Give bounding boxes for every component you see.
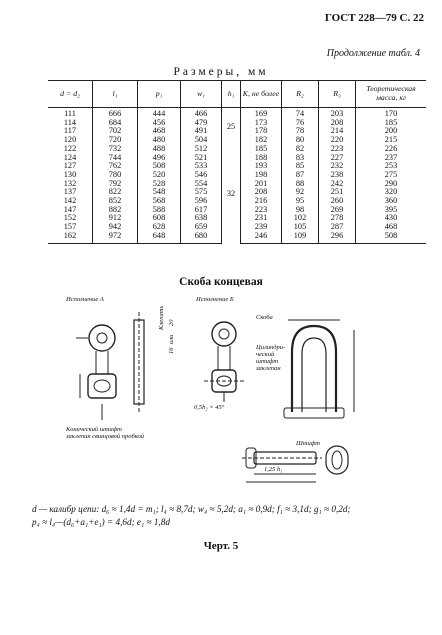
table-cell: 480 [138, 136, 181, 145]
table-cell: 87 [282, 171, 319, 180]
table-cell: 648 [138, 232, 181, 243]
table-cell: 74 [282, 108, 319, 119]
table-cell: 521 [181, 154, 222, 163]
table-cell: 223 [241, 206, 282, 215]
table-cell: 972 [93, 232, 138, 243]
table-cell: 216 [241, 197, 282, 206]
table-cell: 220 [319, 136, 356, 145]
table-cell: 942 [93, 223, 138, 232]
table-cell: 137 [48, 188, 93, 197]
table-cell: 732 [93, 145, 138, 154]
table-cell: 237 [384, 152, 398, 162]
label-chamfer: 0,5h₂ × 45° [194, 404, 225, 411]
table-cell: 95 [282, 197, 319, 206]
table-cell: 546 [181, 171, 222, 180]
table-cell: 208 [319, 119, 356, 128]
column-header: Теоретическая масса, кг [356, 81, 427, 108]
h1-group-cell: 25 [222, 108, 241, 145]
table-row [48, 145, 426, 154]
table-cell: 430 [384, 213, 398, 223]
table-cell: 588 [138, 206, 181, 215]
table-cell: 260 [319, 197, 356, 206]
column-header: d = d₂ [48, 81, 93, 108]
table-cell: 617 [181, 206, 222, 215]
table-body [48, 108, 426, 244]
label-dim-16: 16 [168, 347, 175, 354]
table-cell: 162 [48, 232, 93, 243]
table-cell: 444 [138, 108, 181, 119]
table-cell: 232 [319, 162, 356, 171]
table-cell: 520 [138, 171, 181, 180]
table-cell: 83 [282, 154, 319, 163]
table-cell: 173 [241, 119, 282, 128]
table-cell: 638 [181, 214, 222, 223]
table-cell: 76 [282, 119, 319, 128]
table-cell: 92 [282, 188, 319, 197]
table-cell: 290 [384, 178, 398, 188]
table-cell: 120 [48, 136, 93, 145]
table-continuation-note: Продолжение табл. 4 [326, 48, 420, 59]
table-cell: 608 [138, 214, 181, 223]
table-cell: 496 [138, 154, 181, 163]
formula-line-2: p₄ ≈ l₄—(d₆+a₁+e₁) = 4,6d; e₁ ≈ 1,8d [32, 517, 170, 527]
label-execution-a: Исполнение А [66, 296, 104, 303]
table-cell: 659 [181, 223, 222, 232]
table-cell: 114 [48, 119, 93, 128]
table-cell: 504 [181, 136, 222, 145]
column-header: l₁ [93, 81, 138, 108]
table-cell: 468 [138, 127, 181, 136]
table-cell: 912 [93, 214, 138, 223]
table-cell: 182 [241, 136, 282, 145]
label-klepat: Клепать [158, 305, 165, 330]
table-cell: 203 [319, 108, 356, 119]
table-cell: 792 [93, 180, 138, 189]
table-cell: 170 [384, 109, 398, 118]
table-cell: 468 [384, 222, 398, 232]
label-ili: или [168, 334, 175, 344]
label-dim-1-25: 1,25 h₁ [264, 466, 283, 473]
table-cell: 85 [282, 162, 319, 171]
section-title: Скоба концевая [179, 276, 263, 288]
table-cell: 102 [282, 214, 319, 223]
table-cell: 278 [319, 214, 356, 223]
table-cell: 680 [181, 232, 222, 243]
table-cell: 185 [241, 145, 282, 154]
table-cell: 762 [93, 162, 138, 171]
table-cell: 105 [282, 223, 319, 232]
figure-caption: Черт. 5 [203, 540, 239, 552]
table-cell: 215 [384, 135, 398, 145]
table-cell: 479 [181, 119, 222, 128]
table-cell: 208 [241, 188, 282, 197]
table-cell: 188 [241, 154, 282, 163]
formula-line-1: d — калибр цепи: d₆ ≈ 1,4d = m₁; l₄ ≈ 8,7d; w₄ ≈ 5,2d; a₁ ≈ 0,9d; f₁ ≈ 3,1d; g₁ ≈ 0,2d; [32, 504, 351, 514]
column-header: p₁ [138, 81, 181, 108]
table-cell: 117 [48, 127, 93, 136]
table-cell: 142 [48, 197, 93, 206]
label-shtift: Штифт [296, 440, 320, 447]
table-cell: 744 [93, 154, 138, 163]
dimensions-table [48, 80, 426, 244]
table-cell: 568 [138, 197, 181, 206]
table-cell: 198 [241, 171, 282, 180]
table-cell: 124 [48, 154, 93, 163]
table-cell: 548 [138, 188, 181, 197]
table-cell: 238 [319, 171, 356, 180]
table-cell: 395 [384, 204, 398, 214]
label-skoba: Скоба [256, 314, 273, 321]
table-cell: 684 [93, 119, 138, 128]
label-conic-pin: Конический штифт заклепан свинцовой пробкой [66, 426, 145, 440]
label-dim-20: 20 [168, 319, 175, 326]
column-header: w₁ [181, 81, 222, 108]
table-row [48, 108, 426, 119]
table-cell: 269 [319, 206, 356, 215]
table-caption: Размеры, мм [173, 66, 269, 78]
table-cell: 360 [384, 196, 398, 206]
label-cylinder-pin: Цилиндри-ческий штифт заклепан [256, 344, 286, 372]
table-cell: 251 [319, 188, 356, 197]
table-cell: 201 [241, 180, 282, 189]
table-cell: 111 [48, 108, 93, 119]
table-cell: 882 [93, 206, 138, 215]
table-cell: 287 [319, 223, 356, 232]
table-cell: 554 [181, 180, 222, 189]
table-cell: 82 [282, 145, 319, 154]
table-cell: 157 [48, 223, 93, 232]
label-execution-b: Исполнение Б [196, 296, 234, 303]
column-header: R₃ [319, 81, 356, 108]
table-cell: 512 [181, 145, 222, 154]
table-cell: 122 [48, 145, 93, 154]
table-cell: 227 [319, 154, 356, 163]
table-cell: 78 [282, 127, 319, 136]
table-header-row [48, 81, 426, 108]
table-cell: 253 [384, 161, 398, 171]
table-cell: 193 [241, 162, 282, 171]
table-cell: 320 [384, 187, 398, 197]
column-header: K, не более [241, 81, 282, 108]
table-cell: 80 [282, 136, 319, 145]
h1-group-cell: 32 [222, 145, 241, 243]
table-cell: 226 [384, 143, 398, 153]
table-cell: 246 [241, 232, 282, 243]
table-cell: 185 [384, 117, 398, 127]
column-header: h₁ [222, 81, 241, 108]
table-cell: 822 [93, 188, 138, 197]
table-cell: 508 [138, 162, 181, 171]
table-cell: 491 [181, 127, 222, 136]
table-cell: 533 [181, 162, 222, 171]
drawing-lines [66, 292, 396, 488]
table-cell: 109 [282, 232, 319, 243]
table-cell: 239 [241, 223, 282, 232]
table-cell: 628 [138, 223, 181, 232]
table-cell: 223 [319, 145, 356, 154]
table-cell: 88 [282, 180, 319, 189]
table-cell: 702 [93, 127, 138, 136]
technical-drawing [66, 292, 396, 488]
table-cell: 720 [93, 136, 138, 145]
table-cell: 231 [241, 214, 282, 223]
table-cell: 169 [241, 108, 282, 119]
table-cell: 214 [319, 127, 356, 136]
table-cell: 242 [319, 180, 356, 189]
table-cell: 852 [93, 197, 138, 206]
table-cell: 296 [319, 232, 356, 243]
table-cell: 178 [241, 127, 282, 136]
table-cell: 780 [93, 171, 138, 180]
table-cell: 152 [48, 214, 93, 223]
table-cell: 508 [356, 232, 427, 243]
column-header: R₂ [282, 81, 319, 108]
page-header: ГОСТ 228—79 С. 22 [324, 12, 424, 24]
table-cell: 127 [48, 162, 93, 171]
table-cell: 132 [48, 180, 93, 189]
table-cell: 466 [181, 108, 222, 119]
table-cell: 488 [138, 145, 181, 154]
table-cell: 666 [93, 108, 138, 119]
table-cell: 130 [48, 171, 93, 180]
table-cell: 147 [48, 206, 93, 215]
table-cell: 575 [181, 188, 222, 197]
table-cell: 528 [138, 180, 181, 189]
table-cell: 275 [384, 169, 398, 179]
table-cell: 456 [138, 119, 181, 128]
table-cell: 200 [384, 126, 398, 136]
table-cell: 596 [181, 197, 222, 206]
table-cell: 98 [282, 206, 319, 215]
